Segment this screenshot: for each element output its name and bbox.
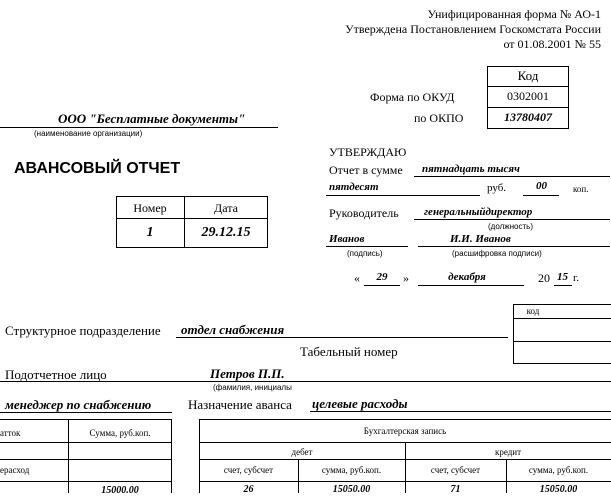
credit-sum-header: сумма, руб.коп. — [528, 465, 589, 475]
division-value: отдел снабжения — [181, 322, 285, 337]
head-position: генеральныйдиректор — [424, 206, 533, 218]
approve-sum-label: Отчет в сумме — [329, 163, 403, 177]
year-label: г. — [573, 272, 580, 284]
approve-day: 29 — [376, 271, 388, 283]
doc-date-value: 29.12.15 — [201, 225, 251, 240]
organization-name: ООО "Бесплатные документы" — [58, 111, 246, 126]
credit-account-value: 71 — [450, 484, 461, 495]
debit-sum-header: сумма, руб.коп. — [321, 465, 382, 475]
date-quote-close: » — [403, 271, 409, 285]
person-caption: (фамилия, инициалы — [213, 383, 292, 392]
debit-sum-value: 15050.00 — [332, 484, 371, 495]
doc-number-value: 1 — [146, 225, 154, 240]
head-decoding: И.И. Иванов — [450, 233, 511, 245]
okpo-value: 13780407 — [504, 110, 552, 124]
date-quote-open: « — [354, 271, 360, 285]
document-title: АВАНСОВЫЙ ОТЧЕТ — [14, 160, 181, 177]
left-table-col2-header: Сумма, руб.коп. — [89, 428, 151, 438]
debit-account-header: счет, субсчет — [223, 465, 274, 475]
purpose-value: целевые расходы — [312, 396, 408, 411]
okud-label: Форма по ОКУД — [370, 90, 455, 104]
left-table-row-label: ерасход — [0, 465, 30, 475]
form-header-line-1: Унифицированная форма № АО-1 — [427, 7, 601, 21]
profession-value: менеджер по снабжению — [5, 397, 152, 412]
approve-kop-value: 00 — [536, 180, 547, 192]
accounting-debit-label: дебет — [291, 447, 313, 457]
details-kod-label: код — [526, 306, 540, 316]
left-table-value: 15000.00 — [101, 485, 139, 496]
head-label: Руководитель — [329, 206, 399, 220]
year-suffix: 15 — [557, 271, 568, 283]
division-label: Структурное подразделение — [5, 323, 161, 338]
signature-caption: (подпись) — [347, 249, 383, 258]
okud-value: 0302001 — [507, 89, 549, 103]
purpose-label: Назначение аванса — [188, 397, 292, 412]
form-header — [345, 7, 601, 52]
accounting-title: Бухгалтерская запись — [363, 426, 447, 436]
tabel-label: Табельный номер — [300, 344, 398, 359]
approve-rub-label: руб. — [487, 182, 507, 194]
position-caption: (должность) — [488, 222, 533, 231]
credit-account-header: счет, субсчет — [430, 465, 481, 475]
credit-sum-value: 15050.00 — [539, 484, 578, 495]
decoding-caption: (расшифровка подписи) — [452, 249, 542, 258]
doc-date-label: Дата — [214, 201, 238, 215]
organization-caption: (наименование организации) — [34, 129, 143, 138]
form-header-line-3: от 01.08.2001 № 55 — [503, 37, 601, 51]
year-prefix: 20 — [538, 271, 550, 285]
left-table-col1-header: атток — [0, 428, 21, 438]
accounting-credit-label: кредит — [494, 447, 522, 457]
approve-sum-words-2: пятдесят — [329, 181, 379, 193]
codes-kod-label: Код — [517, 68, 539, 83]
person-label: Подотчетное лицо — [5, 367, 107, 382]
okpo-label: по ОКПО — [414, 111, 464, 125]
doc-number-label: Номер — [133, 201, 167, 215]
person-value: Петров П.П. — [210, 366, 285, 381]
approve-month: декабря — [448, 271, 486, 283]
form-header-line-2: Утверждена Постановлением Госкомстата России — [345, 22, 601, 36]
debit-account-value: 26 — [243, 484, 254, 495]
approve-title: УТВЕРЖДАЮ — [329, 145, 407, 159]
approve-sum-words-1: пятнадцать тысяч — [422, 163, 520, 175]
head-signature: Иванов — [329, 233, 365, 245]
approve-kop-label: коп. — [573, 184, 589, 194]
